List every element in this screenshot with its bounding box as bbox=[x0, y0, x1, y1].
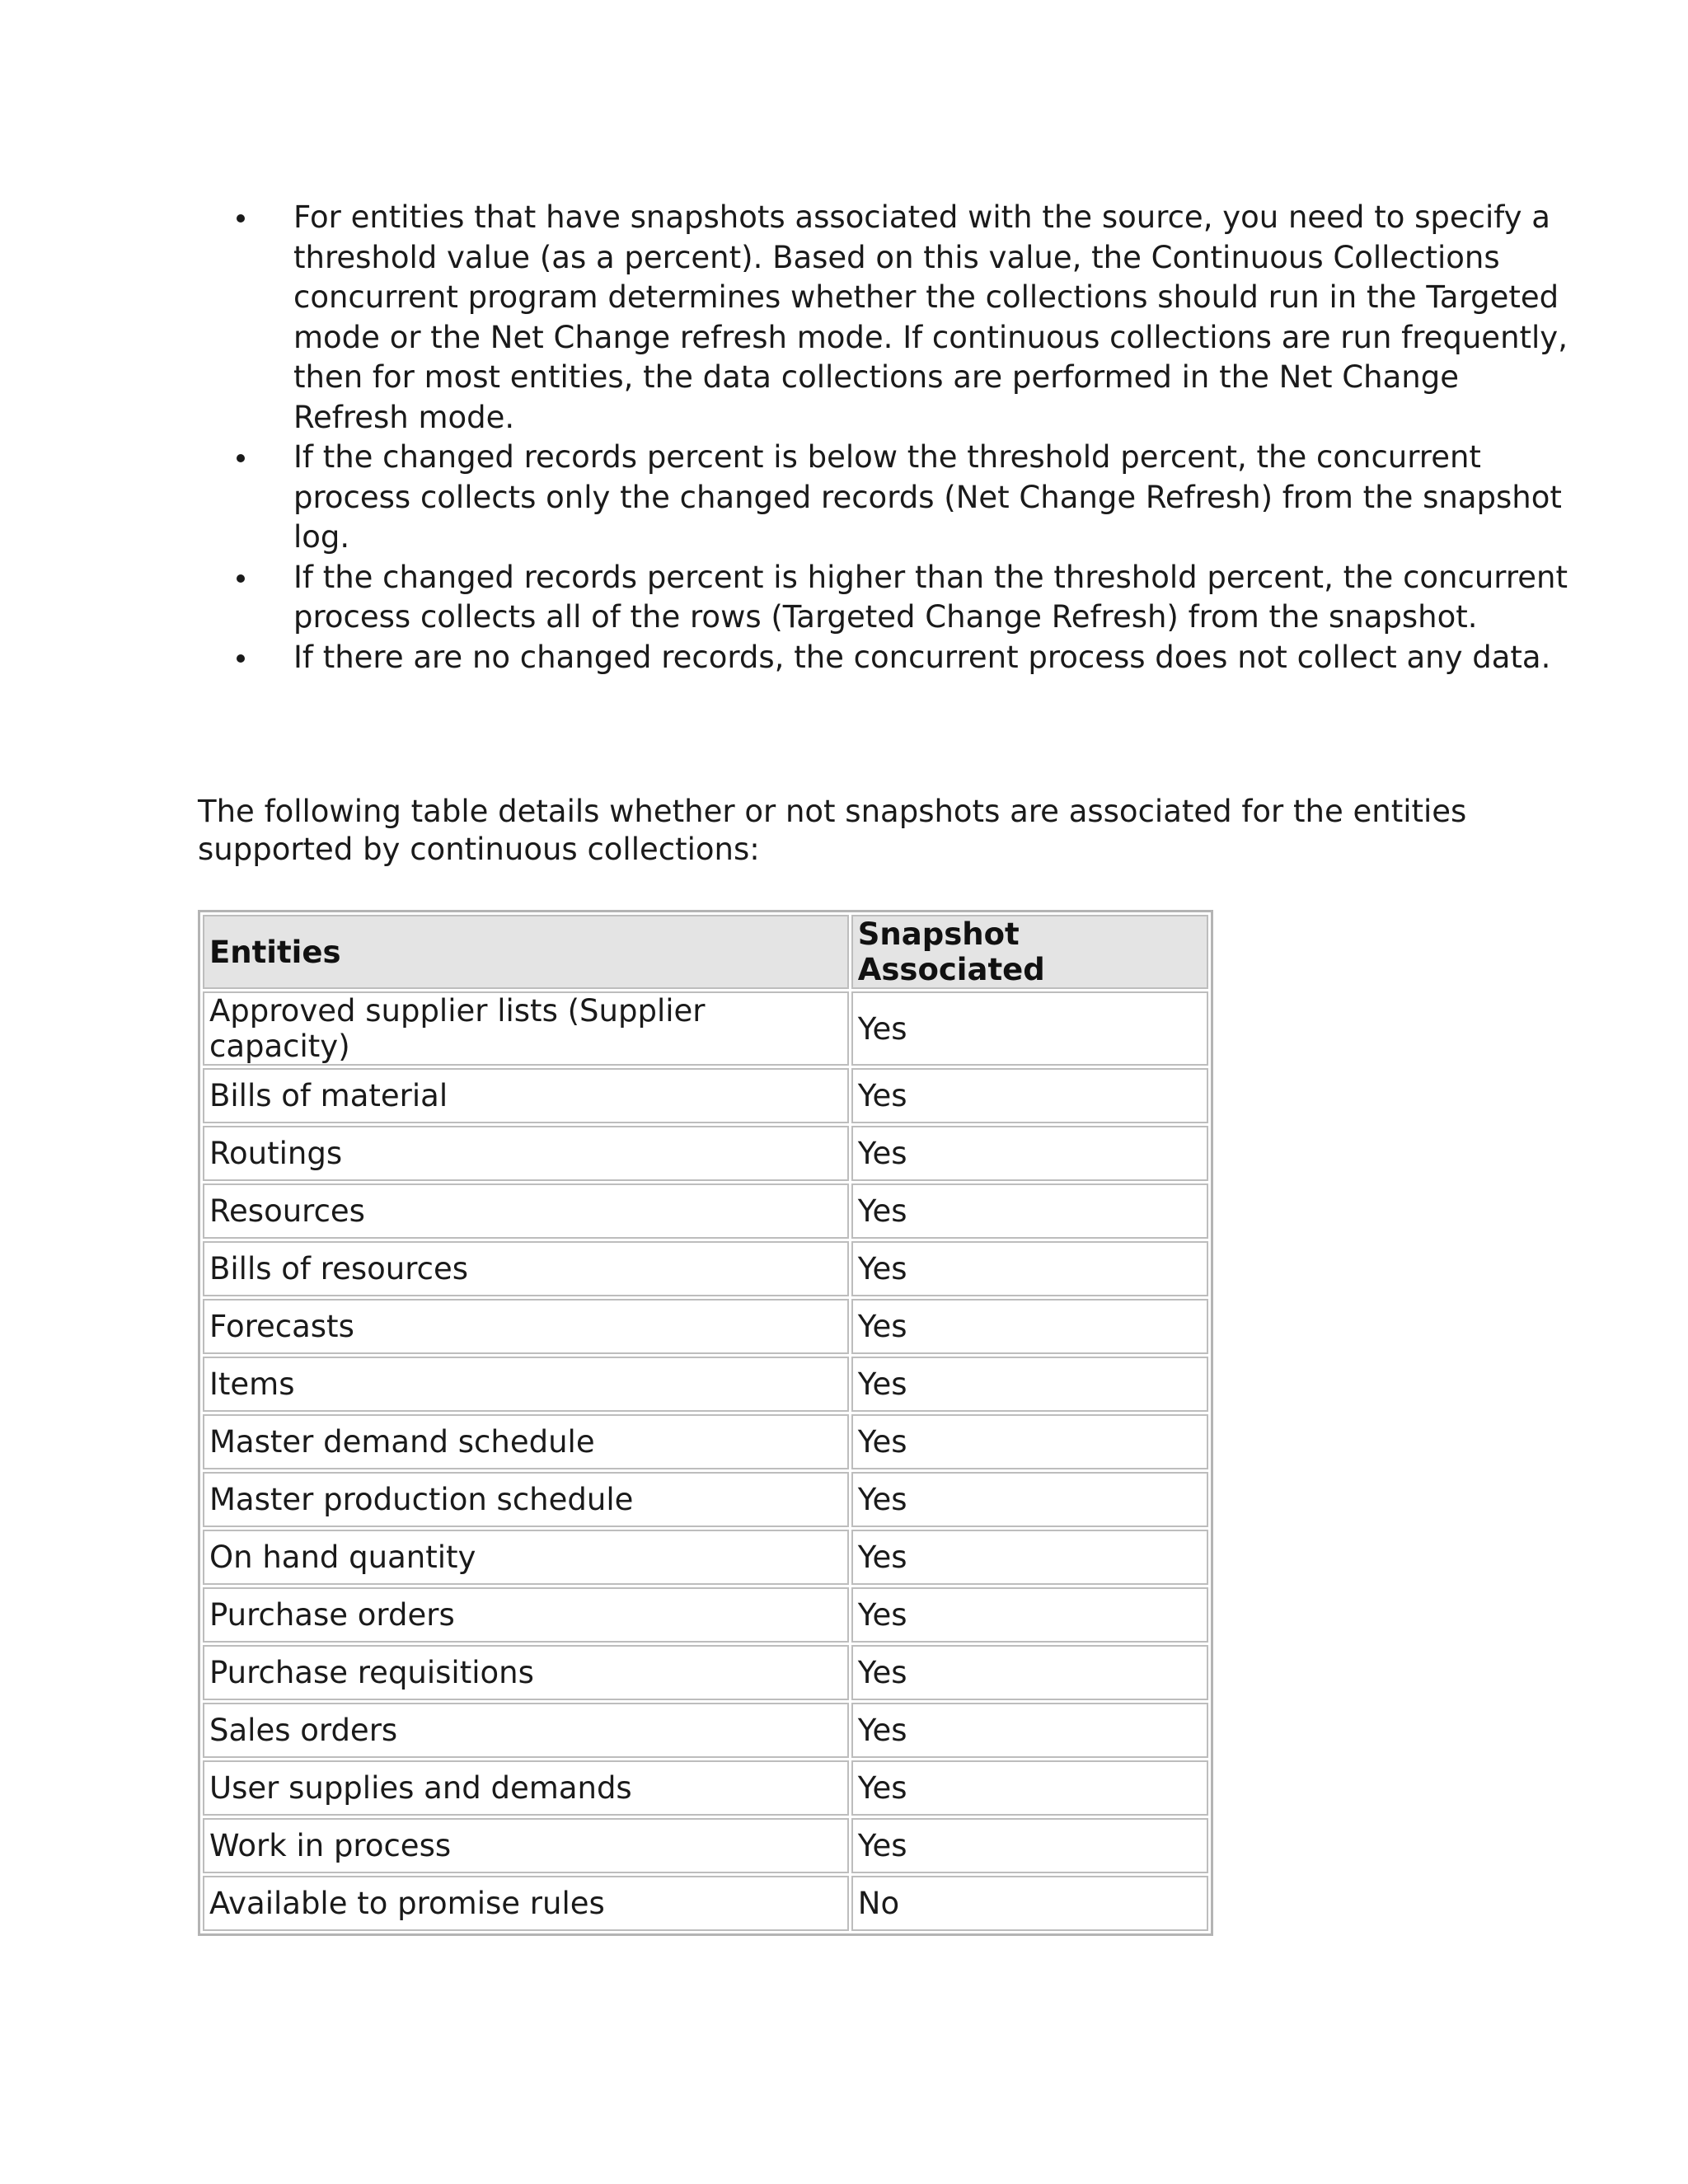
table-row bbox=[203, 1068, 1208, 1123]
table-header-row bbox=[203, 915, 1208, 989]
entity-cell: Bills of resources bbox=[203, 1241, 849, 1296]
snapshot-cell: Yes bbox=[851, 1818, 1208, 1873]
bullet-item bbox=[293, 558, 1579, 638]
bullet-text: For entities that have snapshots associated with the source, you need to specify a threshold value (as a percent). Based on this value, the Continuous Collections concurrent program determines whether the collections should run in the Targeted mode or the Net Change refresh mode. If continuous collections are run frequently, then for most entities, the data collections are performed in the Net Change Refresh mode. bbox=[293, 199, 1568, 435]
entity-cell: Items bbox=[203, 1357, 849, 1412]
table-row bbox=[203, 1299, 1208, 1354]
snapshot-cell: Yes bbox=[851, 1645, 1208, 1700]
bullet-icon bbox=[237, 574, 245, 583]
bullet-item bbox=[293, 198, 1579, 438]
table-row bbox=[203, 1876, 1208, 1931]
bullet-text: If the changed records percent is higher than the threshold percent, the concurrent process collects all of the rows (Targeted Change Refresh) from the snapshot. bbox=[293, 559, 1568, 635]
bullet-text: If there are no changed records, the concurrent process does not collect any data. bbox=[293, 639, 1551, 675]
bullet-item bbox=[293, 438, 1579, 558]
snapshot-cell: Yes bbox=[851, 1760, 1208, 1816]
bullet-icon bbox=[237, 214, 245, 223]
table-row bbox=[203, 1414, 1208, 1469]
entity-cell: Purchase orders bbox=[203, 1587, 849, 1643]
entity-cell: Resources bbox=[203, 1183, 849, 1239]
snapshot-table bbox=[200, 912, 1211, 1933]
bullet-text: If the changed records percent is below the threshold percent, the concurrent process collects only the changed records (Net Change Refresh) from the snapshot log. bbox=[293, 439, 1562, 555]
entity-cell: Master demand schedule bbox=[203, 1414, 849, 1469]
snapshot-cell: Yes bbox=[851, 1241, 1208, 1296]
table-row bbox=[203, 1587, 1208, 1643]
bullet-item bbox=[293, 638, 1579, 678]
entity-cell: Routings bbox=[203, 1126, 849, 1181]
entity-cell: User supplies and demands bbox=[203, 1760, 849, 1816]
entity-cell: Bills of material bbox=[203, 1068, 849, 1123]
entity-cell: Sales orders bbox=[203, 1703, 849, 1758]
table-row bbox=[203, 1472, 1208, 1527]
bullet-icon bbox=[237, 454, 245, 462]
bullet-icon bbox=[237, 654, 245, 663]
header-entities: Entities bbox=[203, 915, 849, 989]
intro-paragraph: The following table details whether or not snapshots are associated for the entities supported by continuous collections: bbox=[198, 794, 1467, 867]
entity-cell: Available to promise rules bbox=[203, 1876, 849, 1931]
table-row bbox=[203, 1126, 1208, 1181]
entity-cell: Purchase requisitions bbox=[203, 1645, 849, 1700]
entity-cell: On hand quantity bbox=[203, 1530, 849, 1585]
snapshot-cell: Yes bbox=[851, 1703, 1208, 1758]
bullet-list bbox=[198, 198, 1579, 677]
header-snapshot-associated: Snapshot Associated bbox=[851, 915, 1208, 989]
snapshot-cell: Yes bbox=[851, 1414, 1208, 1469]
snapshot-cell: Yes bbox=[851, 1530, 1208, 1585]
snapshot-cell: Yes bbox=[851, 1126, 1208, 1181]
snapshot-cell: Yes bbox=[851, 1183, 1208, 1239]
table-row bbox=[203, 1530, 1208, 1585]
entity-cell: Approved supplier lists (Supplier capacity) bbox=[203, 991, 849, 1066]
table-row bbox=[203, 1357, 1208, 1412]
snapshot-cell: Yes bbox=[851, 1068, 1208, 1123]
entity-cell: Forecasts bbox=[203, 1299, 849, 1354]
snapshot-cell: Yes bbox=[851, 1299, 1208, 1354]
table-row bbox=[203, 1241, 1208, 1296]
table-row bbox=[203, 1760, 1208, 1816]
table-row bbox=[203, 1703, 1208, 1758]
table-row bbox=[203, 1645, 1208, 1700]
entity-cell: Work in process bbox=[203, 1818, 849, 1873]
table-row bbox=[203, 1183, 1208, 1239]
snapshot-cell: Yes bbox=[851, 1587, 1208, 1643]
snapshot-cell: Yes bbox=[851, 1472, 1208, 1527]
snapshot-table-container bbox=[198, 910, 1213, 1936]
table-row bbox=[203, 991, 1208, 1066]
entity-cell: Master production schedule bbox=[203, 1472, 849, 1527]
snapshot-cell: Yes bbox=[851, 1357, 1208, 1412]
snapshot-cell: No bbox=[851, 1876, 1208, 1931]
snapshot-cell: Yes bbox=[851, 991, 1208, 1066]
table-row bbox=[203, 1818, 1208, 1873]
